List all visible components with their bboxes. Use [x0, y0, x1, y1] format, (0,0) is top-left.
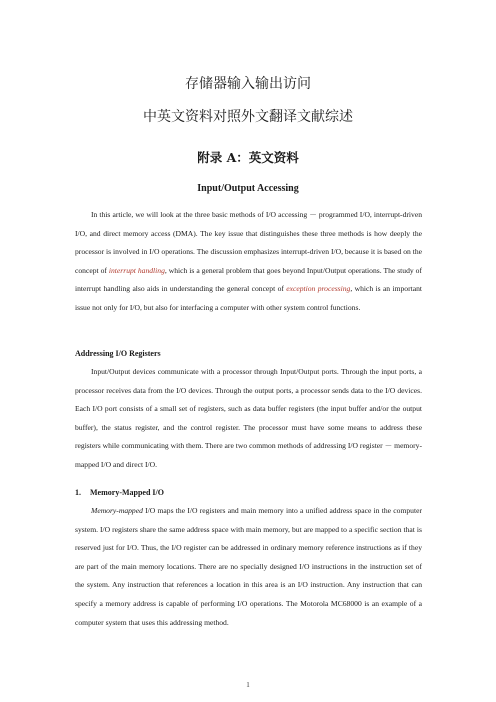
section-heading-addressing: Addressing I/O Registers — [75, 349, 161, 358]
addressing-paragraph: Input/Output devices communicate with a processor through Input/Output ports. Through the input ports, a processor receives data from the I/O devices. Through the output ports, a processor sends data to the I/O devices. Each I/O port consists of a small set of registers, such as data buffer registers (the input buffer and/or the output buffer), the status register, and the control register. The processor must have some means to address these registers while communicating with them. There are two common methods of addressing I/O register － memory-mapped I/O and direct I/O. — [75, 367, 422, 469]
subsection-number: 1. — [75, 488, 81, 497]
chinese-title: 存储器输入输出访问 — [185, 76, 311, 92]
memory-mapped-paragraph — [75, 502, 422, 632]
intro-text-a: In this article, we will look at the three basic methods of I/O accessing － programmed I/O, interrupt-driven I/O, and direct memory access (DMA). The key issue that distinguishes these three methods is how deeply the processor is involved in I/O operations. The discussion emphasizes interrupt-driven I/O, because it is based on the concept of — [75, 210, 422, 275]
article-title: Input/Output Accessing — [197, 183, 299, 194]
intro-text-c: , which is an important issue not only for I/O, but also for interfacing a computer with other system control functions. — [75, 284, 422, 312]
memory-mapped-term: Memory-mapped — [91, 506, 143, 515]
intro-paragraph — [75, 206, 422, 318]
interrupt-handling-term: interrupt handling — [108, 265, 165, 275]
subsection-heading-memory-mapped — [75, 488, 164, 497]
subsection-title: Memory-Mapped I/O — [90, 488, 164, 497]
exception-processing-term: exception processing — [286, 284, 351, 294]
appendix-title: 附录 A：英文资料 — [197, 150, 299, 165]
chinese-subtitle: 中英文资料对照外文翻译文献综述 — [143, 109, 353, 125]
intro-text-b: , which is a general problem that goes beyond Input/Output operations. The study of interrupt handling also aids in understanding the general concept of — [75, 265, 422, 294]
memory-mapped-text: I/O maps the I/O registers and main memory into a unified address space in the computer system. I/O registers share the same address space with main memory, but are mapped to a specific section that is reserved just for I/O. Thus, the I/O register can be addressed in ordinary memory reference instructions as if they are part of the main memory locations. There are no specially designed I/O instructions in the instruction set of the system. Any instruction that references a location in this area is an I/O instruction. Any instruction that can specify a memory address is capable of performing I/O operations. The Motorola MC68000 is an example of a computer system that uses this addressing method. — [75, 506, 422, 627]
page-number: 1 — [246, 681, 250, 689]
